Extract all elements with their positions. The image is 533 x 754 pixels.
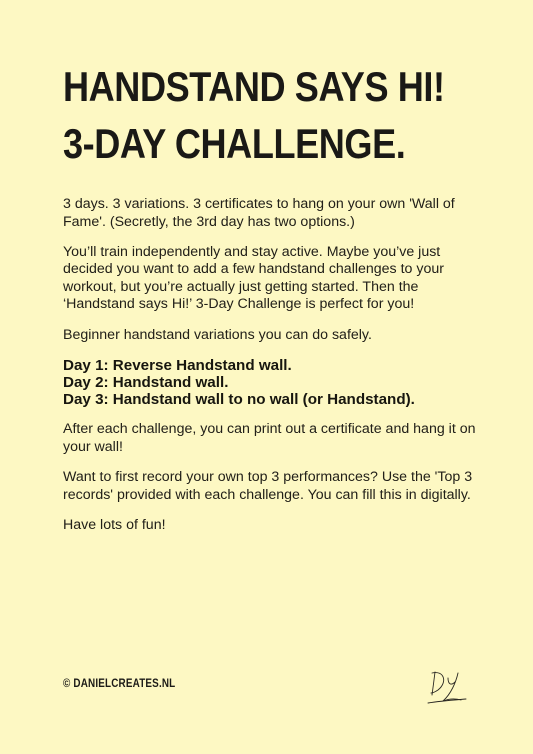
intro-paragraph-1: 3 days. 3 variations. 3 certificates to hang on your own 'Wall of Fame'. (Secretly, the 3rd day has two options.) bbox=[63, 196, 455, 230]
signature-logo bbox=[426, 664, 468, 706]
outro-paragraph-3: Have lots of fun! bbox=[63, 516, 166, 533]
outro-paragraph-2: Want to first record your own top 3 performances? Use the 'Top 3 records' provided with each challenge. You can fill this in digitally. bbox=[63, 469, 473, 503]
day-list bbox=[63, 357, 483, 409]
body-text bbox=[63, 196, 483, 547]
intro-paragraph-2: You’ll train independently and stay active. Maybe you’ve just decided you want to add a few handstand challenges to your workout, but you’re actually just getting started. Then the ‘Handstand says Hi!’ 3-Day Challenge is perfect for you! bbox=[63, 243, 444, 313]
intro-paragraph-3: Beginner handstand variations you can do safely. bbox=[63, 326, 372, 343]
page-title bbox=[63, 58, 445, 172]
copyright-footer: © DANIELCREATES.NL bbox=[63, 678, 176, 690]
day-2-item: Day 2: Handstand wall. bbox=[63, 374, 229, 392]
day-1-item: Day 1: Reverse Handstand wall. bbox=[63, 356, 292, 374]
outro-paragraph-1: After each challenge, you can print out a certificate and hang it on your wall! bbox=[63, 421, 476, 455]
day-3-item: Day 3: Handstand wall to no wall (or Handstand). bbox=[63, 391, 415, 409]
title-line-2: 3-DAY CHALLENGE. bbox=[63, 120, 406, 167]
title-line-1: HANDSTAND SAYS HI! bbox=[63, 63, 445, 110]
